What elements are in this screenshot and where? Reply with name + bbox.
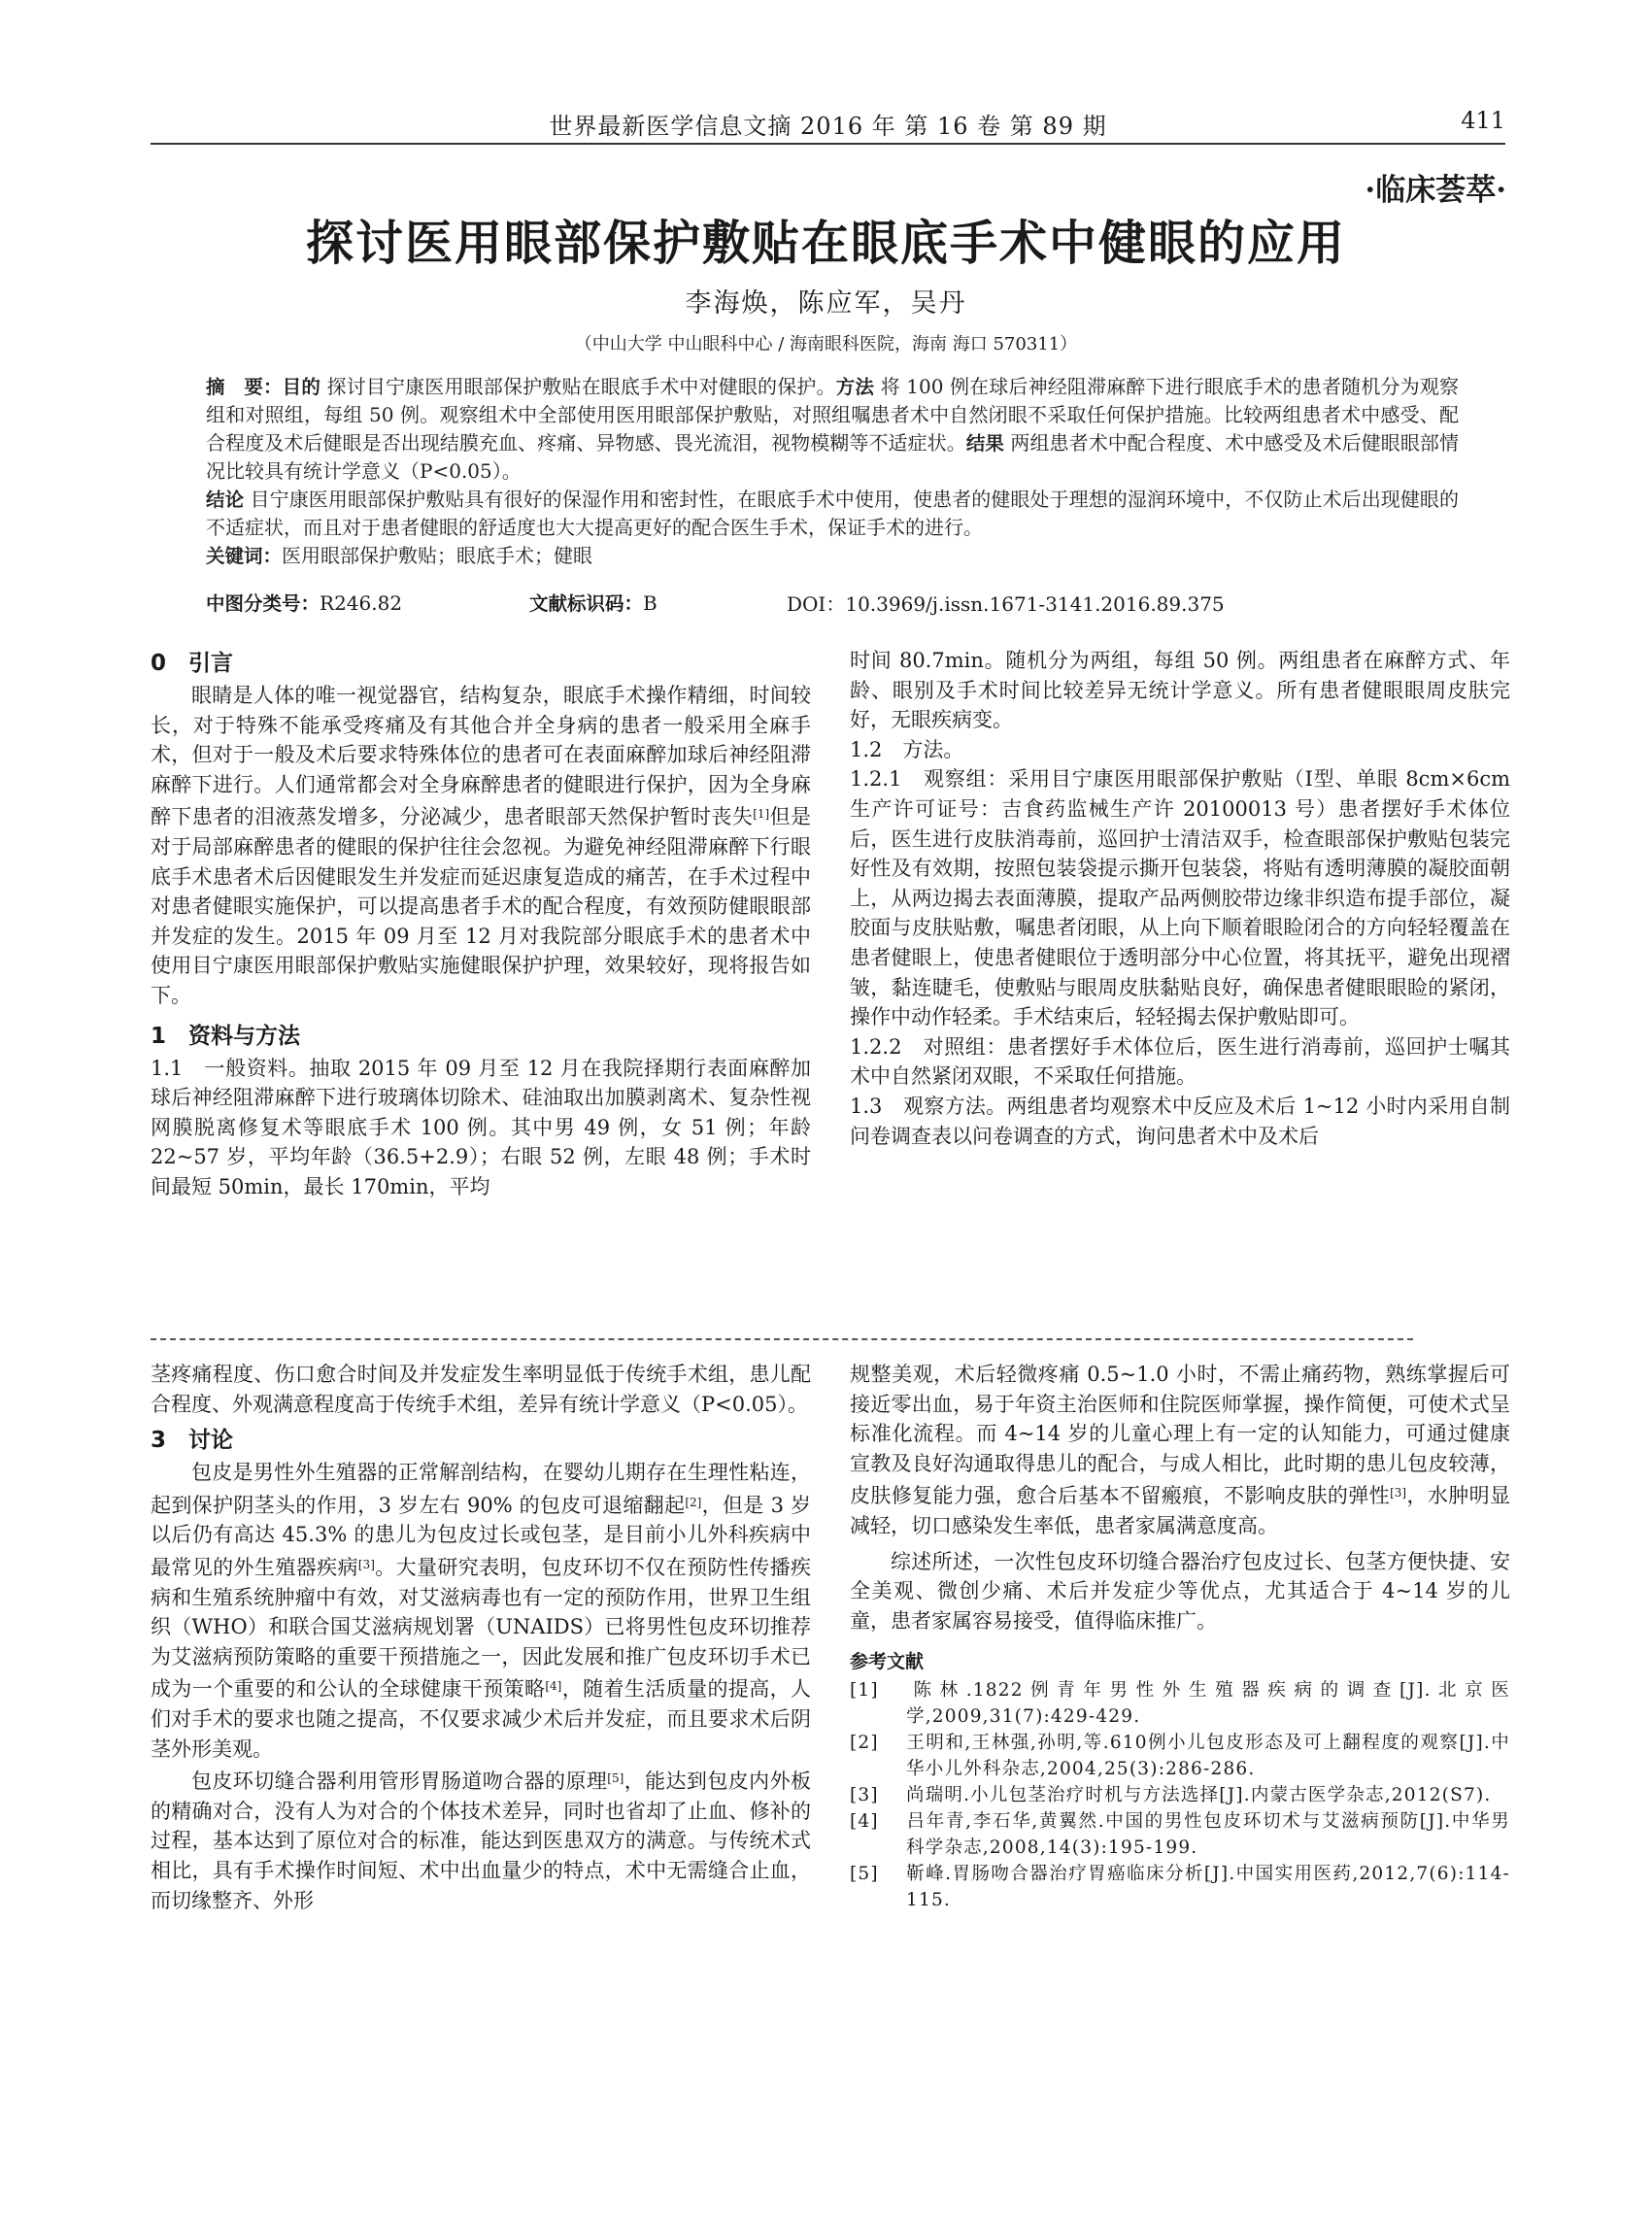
conclusion-label: 结论 — [206, 489, 245, 511]
keywords-text: 医用眼部保护敷贴；眼底手术；健眼 — [282, 544, 593, 567]
citation-1[interactable]: [1] — [753, 807, 770, 822]
result-text: 两组患者术中配合程度、术中感受及术后健眼眼部情况比较具有统计学意义（P<0.05）。 — [206, 431, 1460, 483]
affiliation: （中山大学 中山眼科中心 / 海南眼科医院，海南 海口 570311） — [574, 334, 1078, 354]
header-rule — [151, 143, 1505, 145]
authors: 李海焕，陈应军，吴丹 — [685, 288, 967, 319]
reference-item — [850, 1861, 1510, 1913]
reference-item — [850, 1808, 1510, 1861]
reference-item — [850, 1677, 1510, 1730]
reference-number: [4] — [850, 1810, 879, 1832]
methods-subheading: 1.2 方法。 — [850, 737, 964, 761]
doi-line — [787, 589, 1225, 617]
general-data-continued: 时间 80.7min。随机分为两组，每组 50 例。两组患者在麻醉方式、年龄、眼别及手术时间比较差异无统计学意义。所有患者健眼眼周皮肤完好，无眼疾病变。 — [850, 649, 1510, 732]
right-column-lower — [850, 1360, 1510, 1913]
doccode-line — [529, 589, 657, 616]
heading-methods: 1 资料与方法 — [151, 1023, 301, 1049]
abstract-label: 摘 要： — [206, 376, 283, 398]
citation-3[interactable]: [3] — [357, 1557, 375, 1571]
observation-method-paragraph: 1.3 观察方法。两组患者均观察术中反应及术后 1~12 小时内采用自制问卷调查表以问卷调查的方式，询问患者术中及术后 — [850, 1094, 1510, 1148]
left-column-upper — [151, 646, 811, 1202]
reference-text: 靳峰.胃肠吻合器治疗胃癌临床分析[J].中国实用医药,2012,7(6):114-115. — [906, 1863, 1510, 1910]
discussion-paragraph-1: 包皮是男性外生殖器的正常解剖结构，在婴幼儿期存在生理性粘连，起到保护阴茎头的作用，3 岁左右 90% 的包皮可退缩翻起[2]，但是 3 岁以后仍有高达 45.3% 的患儿为包皮过长或包茎，是目前小儿外科疾病中最常见的外生殖器疾病[3]。大量研究表明，包皮环切不仅在预防性传播疾病和生殖系统肿瘤中有效，对艾滋病毒也有一定的预防作用，世界卫生组织（WHO）和联合国艾滋病规划署（UNAIDS）已将男性包皮环切推荐为艾滋病预防策略的重要干预措施之一，因此发展和推广包皮环切手术已成为一个重要的和公认的全球健康干预策略[4]，随着生活质量的提高，人们对手术的要求也随之提高，不仅要求减少术后并发症，而且要求术后阴茎外形美观。 — [151, 1461, 812, 1761]
conclusion-text: 目宁康医用眼部保护敷贴具有很好的保湿作用和密封性，在眼底手术中使用，使患者的健眼处于理想的湿润环境中，不仅防止术后出现健眼的不适症状，而且对于患者健眼的舒适度也大大提高更好的配合医生手术，保证手术的进行。 — [206, 488, 1459, 539]
discussion-paragraph-2: 包皮环切缝合器利用管形胃肠道吻合器的原理[5]，能达到包皮内外板的精确对合，没有人为对合的个体技术差异，同时也省却了止血、修补的过程，基本达到了原位对合的标准，能达到医患双方的满意。与传统术式相比，具有手术操作时间短、术中出血量少的特点，术中无需缝合止血，而切缘整齐、外形 — [151, 1770, 812, 1912]
doccode-value: B — [643, 591, 657, 615]
section-tag: ·临床荟萃· — [1365, 173, 1506, 208]
reference-item — [850, 1730, 1510, 1782]
control-group-paragraph: 1.2.2 对照组：患者摆好手术体位后，医生进行消毒前，巡回护士嘱其术中自然紧闭双眼，不采取任何措施。 — [850, 1034, 1510, 1089]
journal-title: 世界最新医学信息文摘 2016 年 第 16 卷 第 89 期 — [549, 113, 1107, 140]
reference-number: [3] — [850, 1784, 879, 1805]
citation-5[interactable]: [5] — [607, 1771, 624, 1786]
doi-value: 10.3969/j.issn.1671-3141.2016.89.375 — [845, 592, 1225, 616]
doccode-label: 文献标识码： — [529, 592, 644, 615]
references-heading: 参考文献 — [850, 1651, 925, 1673]
clc-value: R246.82 — [320, 591, 403, 615]
article-separator — [151, 1338, 1413, 1340]
discussion-continued: 规整美观，术后轻微疼痛 0.5~1.0 小时，不需止痛药物，熟练掌握后可接近零出血，易于年资主治医师和住院医师掌握，操作简便，可使术式呈标准化流程。而 4~14 岁的儿童心理上有一定的认知能力，可通过健康宣教及良好沟通取得患儿的配合，与成人相比，此时期的患儿包皮较薄，皮肤修复能力强，愈合后基本不留瘢痕，不影响皮肤的弹性[3]，水肿明显减轻，切口感染发生率低，患者家属满意度高。 — [850, 1363, 1510, 1537]
summary-paragraph: 综述所述，一次性包皮环切缝合器治疗包皮过长、包茎方便快捷、安全美观、微创少痛、术后并发症少等优点，尤其适合于 4~14 岁的儿童，患者家属容易接受，值得临床推广。 — [850, 1549, 1510, 1633]
reference-list — [850, 1677, 1510, 1913]
citation-4[interactable]: [4] — [545, 1679, 562, 1694]
citation-2[interactable]: [2] — [685, 1495, 702, 1509]
reference-text: 陈林.1822例青年男性外生殖器疾病的调查[J].北京医学,2009,31(7):429-429. — [906, 1679, 1510, 1727]
results-continued: 茎疼痛程度、伤口愈合时间及并发症发生率明显低于传统手术组，患儿配合程度、外观满意程度高于传统手术组，差异有统计学意义（P<0.05）。 — [151, 1363, 811, 1416]
reference-number: [1] — [850, 1679, 879, 1701]
heading-discussion: 3 讨论 — [151, 1428, 234, 1454]
reference-text: 尚瑞明.小儿包茎治疗时机与方法选择[J].内蒙古医学杂志,2012(S7). — [906, 1784, 1492, 1805]
running-header — [151, 107, 1505, 140]
citation-3b[interactable]: [3] — [1390, 1486, 1407, 1500]
clc-line — [206, 589, 402, 616]
result-label: 结果 — [965, 432, 1004, 455]
general-data-paragraph: 1.1 一般资料。抽取 2015 年 09 月至 12 月在我院择期行表面麻醉加球后神经阻滞麻醉下进行玻璃体切除术、硅油取出加膜剥离术、复杂性视网膜脱离修复术等眼底手术 100 例。其中男 49 例，女 51 例；年龄 22~57 岁，平均年龄（36.5+2.9）；右眼 52 例，左眼 48 例；手术时间最短 50min，最长 170min，平均 — [151, 1056, 811, 1198]
reference-number: [5] — [850, 1863, 879, 1884]
clc-label: 中图分类号： — [206, 592, 320, 615]
reference-number: [2] — [850, 1732, 879, 1753]
keywords-label: 关键词： — [206, 545, 283, 567]
page-number: 411 — [1461, 107, 1505, 134]
left-column-lower — [151, 1360, 811, 1915]
method-label: 方法 — [835, 376, 875, 398]
intro-paragraph: 眼睛是人体的唯一视觉器官，结构复杂，眼底手术操作精细，时间较长，对于特殊不能承受疼痛及有其他合并全身病的患者一般采用全麻手术，但对于一般及术后要求特殊体位的患者可在表面麻醉加球后神经阻滞麻醉下进行。人们通常都会对全身麻醉患者的健眼进行保护，因为全身麻醉下患者的泪液蒸发增多，分泌减少，患者眼部天然保护暂时丧失[1]但是对于局部麻醉患者的健眼的保护往往会忽视。为避免神经阻滞麻醉下行眼底手术患者术后因健眼发生并发症而延迟康复造成的痛苦，在手术过程中对患者健眼实施保护，可以提高患者手术的配合程度，有效预防健眼眼部并发症的发生。2015 年 09 月至 12 月对我院部分眼底手术的患者术中使用目宁康医用眼部保护敷贴实施健眼保护护理，效果较好，现将报告如下。 — [151, 684, 812, 1007]
reference-text: 吕年青,李石华,黄翼然.中国的男性包皮环切术与艾滋病预防[J].中华男科学杂志,2008,14(3):195-199. — [906, 1810, 1510, 1858]
observation-group-paragraph: 1.2.1 观察组：采用目宁康医用眼部保护敷贴（Ⅰ型、单眼 8cm×6cm 生产许可证号：吉食药监械生产许 20100013 号）患者摆好手术体位后，医生进行皮肤消毒前，巡回护士清洁双手，检查眼部保护敷贴包装完好性及有效期，按照包装袋提示撕开包装袋，将贴有透明薄膜的凝胶面朝上，从两边揭去表面薄膜，提取产品两侧胶带边缘非织造布提手部位，凝胶面与皮肤贴敷，嘱患者闭眼，从上向下顺着眼睑闭合的方向轻轻覆盖在患者健眼上，使患者健眼位于透明部分中心位置，将其抚平，避免出现褶皱，黏连睫毛，使敷贴与眼周皮肤黏贴良好，确保患者健眼眼睑的紧闭，操作中动作轻柔。手术结束后，轻轻揭去保护敷贴即可。 — [850, 767, 1510, 1029]
reference-item — [850, 1782, 1510, 1808]
article-title: 探讨医用眼部保护敷贴在眼底手术中健眼的应用 — [305, 216, 1346, 271]
purpose-label: 目的 — [282, 376, 320, 398]
abstract — [206, 373, 1459, 570]
right-column-upper — [850, 646, 1510, 1151]
heading-introduction: 0 引言 — [151, 651, 234, 676]
method-text: 将 100 例在球后神经阻滞麻醉下进行眼底手术的患者随机分为观察组和对照组，每组 50 例。观察组术中全部使用医用眼部保护敷贴，对照组嘱患者术中自然闭眼不采取任何保护措施。比较两组患者术中感受、配合程度及术后健眼是否出现结膜充血、疼痛、异物感、畏光流泪，视物模糊等不适症状。 — [206, 375, 1459, 455]
doi-label: DOI： — [787, 592, 846, 616]
purpose-text: 探讨目宁康医用眼部保护敷贴在眼底手术中对健眼的保护。 — [320, 375, 836, 398]
reference-text: 王明和,王林强,孙明,等.610例小儿包皮形态及可上翻程度的观察[J].中华小儿外科杂志,2004,25(3):286-286. — [906, 1732, 1510, 1779]
